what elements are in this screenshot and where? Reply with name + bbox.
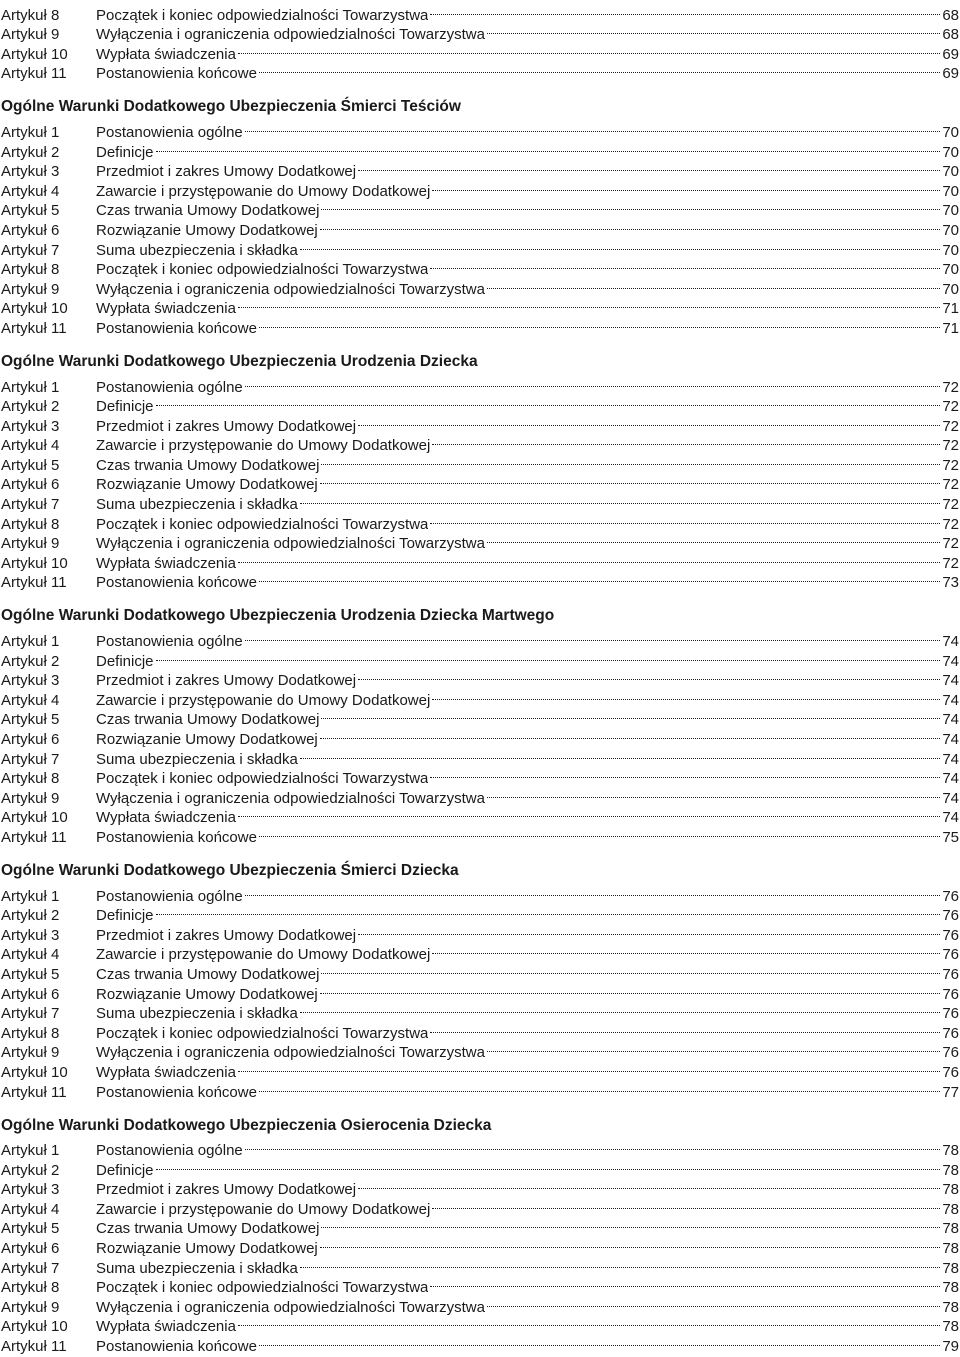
dot-leader bbox=[487, 274, 940, 294]
toc-entry[interactable] bbox=[0, 626, 960, 651]
page-number: 79 bbox=[942, 1338, 959, 1356]
article-title: Zawarcie i przystępowanie do Umowy Dodatkowej bbox=[96, 437, 431, 455]
article-number: Artykuł 4 bbox=[1, 437, 60, 455]
article-title: Wypłata świadczenia bbox=[96, 554, 236, 572]
section-heading: Ogólne Warunki Dodatkowego Ubezpieczenia Urodzenia Dziecka bbox=[1, 352, 478, 370]
dot-leader bbox=[156, 901, 941, 921]
page-number: 76 bbox=[942, 926, 959, 944]
dot-leader bbox=[358, 157, 940, 177]
article-number: Artykuł 10 bbox=[1, 45, 68, 63]
article-number: Artykuł 10 bbox=[1, 1318, 68, 1336]
article-title: Postanowienia końcowe bbox=[96, 828, 257, 846]
dot-leader bbox=[238, 548, 940, 568]
dot-leader bbox=[156, 392, 941, 412]
article-title: Zawarcie i przystępowanie do Umowy Dodatkowej bbox=[96, 691, 431, 709]
article-title: Zawarcie i przystępowanie do Umowy Dodatkowej bbox=[96, 1200, 431, 1218]
page-number: 76 bbox=[942, 946, 959, 964]
article-number: Artykuł 5 bbox=[1, 711, 60, 729]
page-number: 76 bbox=[942, 1063, 959, 1081]
article-number: Artykuł 1 bbox=[1, 633, 60, 651]
article-number: Artykuł 8 bbox=[1, 1279, 60, 1297]
dot-leader bbox=[259, 822, 940, 842]
article-title: Początek i koniec odpowiedzialności Towarzystwa bbox=[96, 1024, 429, 1042]
page-number: 76 bbox=[942, 1005, 959, 1023]
article-number: Artykuł 9 bbox=[1, 1044, 60, 1062]
article-title: Początek i koniec odpowiedzialności Towarzystwa bbox=[96, 770, 429, 788]
article-title: Wyłączenia i ograniczenia odpowiedzialności Towarzystwa bbox=[96, 789, 485, 807]
dot-leader bbox=[300, 999, 941, 1019]
dot-leader bbox=[300, 489, 941, 509]
article-number: Artykuł 11 bbox=[1, 1338, 67, 1356]
article-title: Rozwiązanie Umowy Dodatkowej bbox=[96, 731, 318, 748]
article-number: Artykuł 3 bbox=[1, 417, 60, 435]
toc-entry[interactable] bbox=[0, 1136, 960, 1160]
article-number: Artykuł 5 bbox=[1, 1220, 60, 1238]
dot-leader bbox=[430, 764, 940, 784]
article-number: Artykuł 4 bbox=[1, 1200, 60, 1218]
toc-section bbox=[0, 97, 960, 337]
article-number: Artykuł 8 bbox=[1, 515, 60, 533]
article-title: Wypłata świadczenia bbox=[96, 1318, 236, 1336]
page-number: 70 bbox=[942, 202, 959, 220]
page-number: 76 bbox=[942, 985, 959, 1003]
article-title: Czas trwania Umowy Dodatkowej bbox=[96, 202, 320, 220]
article-number: Artykuł 6 bbox=[1, 476, 60, 494]
article-number: Artykuł 2 bbox=[1, 1161, 60, 1179]
article-title: Postanowienia końcowe bbox=[96, 1083, 257, 1101]
article-title: Suma ubezpieczenia i składka bbox=[96, 241, 298, 259]
article-title: Postanowienia końcowe bbox=[96, 1338, 257, 1356]
article-number: Artykuł 9 bbox=[1, 280, 60, 298]
page-number: 74 bbox=[942, 750, 959, 768]
article-title: Czas trwania Umowy Dodatkowej bbox=[96, 456, 320, 474]
article-number: Artykuł 7 bbox=[1, 241, 60, 259]
page-number: 70 bbox=[942, 221, 959, 239]
article-title: Czas trwania Umowy Dodatkowej bbox=[96, 711, 320, 729]
dot-leader bbox=[238, 803, 940, 823]
article-number: Artykuł 11 bbox=[1, 65, 67, 83]
page-number: 77 bbox=[942, 1083, 959, 1101]
dot-leader bbox=[259, 1077, 940, 1097]
dot-leader bbox=[432, 1194, 940, 1214]
page-number: 70 bbox=[942, 241, 959, 259]
dot-leader bbox=[259, 59, 940, 79]
article-title: Definicje bbox=[96, 907, 154, 925]
dot-leader bbox=[358, 666, 940, 686]
page-number: 78 bbox=[942, 1279, 959, 1297]
article-number: Artykuł 9 bbox=[1, 26, 60, 44]
article-number: Artykuł 7 bbox=[1, 496, 60, 514]
article-title: Definicje bbox=[96, 1161, 154, 1179]
article-title: Początek i koniec odpowiedzialności Towarzystwa bbox=[96, 1279, 429, 1297]
article-title: Wypłata świadczenia bbox=[96, 809, 236, 827]
article-number: Artykuł 7 bbox=[1, 1259, 60, 1277]
article-number: Artykuł 11 bbox=[1, 1083, 67, 1101]
article-title: Suma ubezpieczenia i składka bbox=[96, 750, 298, 768]
toc-section bbox=[0, 861, 960, 1101]
page-number: 78 bbox=[942, 1181, 959, 1199]
page-number: 78 bbox=[942, 1298, 959, 1316]
article-number: Artykuł 3 bbox=[1, 163, 60, 181]
page-number: 74 bbox=[942, 789, 959, 807]
article-title: Wypłata świadczenia bbox=[96, 1063, 236, 1081]
article-title: Czas trwania Umowy Dodatkowej bbox=[96, 1220, 320, 1238]
article-number: Artykuł 1 bbox=[1, 887, 60, 905]
article-number: Artykuł 8 bbox=[1, 770, 60, 788]
page-number: 72 bbox=[942, 398, 959, 416]
toc-section bbox=[0, 0, 960, 83]
article-title: Wyłączenia i ograniczenia odpowiedzialności Towarzystwa bbox=[96, 535, 485, 553]
article-title: Definicje bbox=[96, 398, 154, 416]
article-number: Artykuł 9 bbox=[1, 1298, 60, 1316]
article-title: Wypłata świadczenia bbox=[96, 300, 236, 318]
dot-leader bbox=[245, 626, 941, 646]
article-number: Artykuł 4 bbox=[1, 691, 60, 709]
article-title: Definicje bbox=[96, 143, 154, 161]
dot-leader bbox=[259, 313, 940, 333]
toc-section bbox=[0, 606, 960, 846]
dot-leader bbox=[321, 1214, 940, 1234]
article-number: Artykuł 3 bbox=[1, 926, 60, 944]
dot-leader bbox=[245, 881, 941, 901]
page-number: 72 bbox=[942, 496, 959, 514]
section-heading: Ogólne Warunki Dodatkowego Ubezpieczenia Osierocenia Dziecka bbox=[1, 1116, 492, 1134]
page-number: 78 bbox=[942, 1220, 959, 1238]
article-title: Postanowienia ogólne bbox=[96, 378, 243, 396]
article-title: Wyłączenia i ograniczenia odpowiedzialności Towarzystwa bbox=[96, 280, 485, 298]
page-number: 76 bbox=[942, 887, 959, 905]
page-number: 74 bbox=[942, 770, 959, 788]
dot-leader bbox=[321, 450, 940, 470]
article-title: Suma ubezpieczenia i składka bbox=[96, 1005, 298, 1023]
toc-entry[interactable] bbox=[0, 372, 960, 396]
article-title: Wypłata świadczenia bbox=[96, 45, 236, 63]
dot-leader bbox=[300, 235, 941, 255]
dot-leader bbox=[432, 431, 940, 451]
page-number: 76 bbox=[942, 907, 959, 925]
dot-leader bbox=[358, 920, 940, 940]
dot-leader bbox=[487, 1038, 940, 1058]
article-title: Początek i koniec odpowiedzialności Towarzystwa bbox=[96, 261, 429, 279]
dot-leader bbox=[238, 39, 940, 59]
article-number: Artykuł 8 bbox=[1, 1024, 60, 1042]
article-title: Suma ubezpieczenia i składka bbox=[96, 496, 298, 514]
dot-leader bbox=[358, 411, 940, 431]
dot-leader bbox=[320, 979, 941, 999]
dot-leader bbox=[300, 744, 941, 764]
dot-leader bbox=[259, 1331, 940, 1351]
article-number: Artykuł 9 bbox=[1, 535, 60, 553]
article-number: Artykuł 8 bbox=[1, 6, 60, 24]
toc-section bbox=[0, 1116, 960, 1356]
page-number: 72 bbox=[942, 456, 959, 474]
dot-leader bbox=[238, 1312, 940, 1332]
page-number: 74 bbox=[942, 652, 959, 670]
article-number: Artykuł 11 bbox=[1, 574, 67, 592]
dot-leader bbox=[320, 724, 941, 744]
article-title: Czas trwania Umowy Dodatkowej bbox=[96, 965, 320, 983]
article-number: Artykuł 3 bbox=[1, 1181, 60, 1199]
dot-leader bbox=[487, 529, 940, 549]
article-title: Rozwiązanie Umowy Dodatkowej bbox=[96, 221, 318, 239]
article-number: Artykuł 5 bbox=[1, 202, 60, 220]
article-number: Artykuł 8 bbox=[1, 261, 60, 279]
article-title: Początek i koniec odpowiedzialności Towarzystwa bbox=[96, 515, 429, 533]
dot-leader bbox=[430, 1018, 940, 1038]
dot-leader bbox=[432, 176, 940, 196]
article-number: Artykuł 6 bbox=[1, 221, 60, 239]
article-number: Artykuł 2 bbox=[1, 652, 60, 670]
article-title: Postanowienia końcowe bbox=[96, 65, 257, 83]
dot-leader bbox=[320, 1233, 941, 1253]
article-number: Artykuł 6 bbox=[1, 731, 60, 748]
page-number: 70 bbox=[942, 182, 959, 200]
dot-leader bbox=[430, 509, 940, 529]
dot-leader bbox=[430, 0, 940, 20]
page-number: 70 bbox=[942, 163, 959, 181]
article-title: Postanowienia końcowe bbox=[96, 319, 257, 337]
dot-leader bbox=[245, 117, 941, 137]
page-number: 68 bbox=[942, 26, 959, 44]
article-title: Rozwiązanie Umowy Dodatkowej bbox=[96, 1240, 318, 1258]
article-number: Artykuł 9 bbox=[1, 789, 60, 807]
toc-section bbox=[0, 352, 960, 592]
article-number: Artykuł 2 bbox=[1, 398, 60, 416]
dot-leader bbox=[432, 685, 940, 705]
article-title: Zawarcie i przystępowanie do Umowy Dodatkowej bbox=[96, 182, 431, 200]
page-number: 69 bbox=[942, 45, 959, 63]
article-number: Artykuł 1 bbox=[1, 378, 60, 396]
page-number: 76 bbox=[942, 1024, 959, 1042]
page-number: 75 bbox=[942, 828, 959, 846]
article-number: Artykuł 2 bbox=[1, 143, 60, 161]
article-title: Wyłączenia i ograniczenia odpowiedzialności Towarzystwa bbox=[96, 1298, 485, 1316]
article-title: Początek i koniec odpowiedzialności Towarzystwa bbox=[96, 6, 429, 24]
page-number: 72 bbox=[942, 554, 959, 572]
dot-leader bbox=[156, 1155, 941, 1175]
section-heading: Ogólne Warunki Dodatkowego Ubezpieczenia Śmierci Teściów bbox=[1, 98, 461, 116]
page-number: 78 bbox=[942, 1142, 959, 1160]
article-number: Artykuł 1 bbox=[1, 1142, 60, 1160]
page-number: 74 bbox=[942, 711, 959, 729]
dot-leader bbox=[259, 568, 940, 588]
dot-leader bbox=[320, 470, 941, 490]
article-title: Suma ubezpieczenia i składka bbox=[96, 1259, 298, 1277]
page-number: 72 bbox=[942, 417, 959, 435]
page-number: 73 bbox=[942, 574, 959, 592]
page-number: 70 bbox=[942, 261, 959, 279]
page-number: 70 bbox=[942, 280, 959, 298]
article-number: Artykuł 10 bbox=[1, 1063, 68, 1081]
page-number: 71 bbox=[942, 300, 959, 318]
article-title: Rozwiązanie Umowy Dodatkowej bbox=[96, 476, 318, 494]
toc-entry[interactable] bbox=[0, 117, 960, 141]
dot-leader bbox=[487, 783, 940, 803]
page-number: 78 bbox=[942, 1259, 959, 1277]
article-number: Artykuł 6 bbox=[1, 985, 60, 1003]
article-number: Artykuł 10 bbox=[1, 300, 68, 318]
article-title: Przedmiot i zakres Umowy Dodatkowej bbox=[96, 1181, 357, 1199]
page-number: 74 bbox=[942, 672, 959, 690]
article-number: Artykuł 11 bbox=[1, 319, 67, 337]
section-heading: Ogólne Warunki Dodatkowego Ubezpieczenia Urodzenia Dziecka Martwego bbox=[1, 607, 555, 625]
dot-leader bbox=[487, 20, 940, 40]
page-number: 78 bbox=[942, 1318, 959, 1336]
page-number: 72 bbox=[942, 515, 959, 533]
page-number: 72 bbox=[942, 378, 959, 396]
article-title: Postanowienia ogólne bbox=[96, 1142, 243, 1160]
article-title: Wyłączenia i ograniczenia odpowiedzialności Towarzystwa bbox=[96, 26, 485, 44]
page-number: 72 bbox=[942, 437, 959, 455]
page-number: 74 bbox=[942, 633, 959, 651]
dot-leader bbox=[432, 940, 940, 960]
page-number: 72 bbox=[942, 476, 959, 494]
article-number: Artykuł 2 bbox=[1, 907, 60, 925]
dot-leader bbox=[487, 1292, 940, 1312]
page-number: 78 bbox=[942, 1240, 959, 1258]
dot-leader bbox=[430, 255, 940, 275]
article-number: Artykuł 4 bbox=[1, 946, 60, 964]
article-title: Przedmiot i zakres Umowy Dodatkowej bbox=[96, 417, 357, 435]
page-number: 76 bbox=[942, 965, 959, 983]
article-number: Artykuł 5 bbox=[1, 456, 60, 474]
dot-leader bbox=[430, 1273, 940, 1293]
dot-leader bbox=[358, 1175, 940, 1195]
page-number: 76 bbox=[942, 1044, 959, 1062]
article-number: Artykuł 6 bbox=[1, 1240, 60, 1258]
article-number: Artykuł 10 bbox=[1, 809, 68, 827]
section-heading: Ogólne Warunki Dodatkowego Ubezpieczenia Śmierci Dziecka bbox=[1, 861, 459, 879]
article-title: Przedmiot i zakres Umowy Dodatkowej bbox=[96, 672, 357, 690]
article-number: Artykuł 7 bbox=[1, 1005, 60, 1023]
page-number: 74 bbox=[942, 691, 959, 709]
article-number: Artykuł 1 bbox=[1, 123, 60, 141]
page-number: 69 bbox=[942, 65, 959, 83]
article-number: Artykuł 3 bbox=[1, 672, 60, 690]
dot-leader bbox=[156, 137, 941, 157]
dot-leader bbox=[245, 372, 941, 392]
dot-leader bbox=[321, 196, 940, 216]
page-number: 68 bbox=[942, 6, 959, 24]
dot-leader bbox=[321, 705, 940, 725]
article-title: Postanowienia ogólne bbox=[96, 633, 243, 651]
dot-leader bbox=[320, 215, 941, 235]
dot-leader bbox=[321, 959, 940, 979]
page-number: 78 bbox=[942, 1161, 959, 1179]
page-number: 78 bbox=[942, 1200, 959, 1218]
article-title: Postanowienia ogólne bbox=[96, 887, 243, 905]
article-title: Przedmiot i zakres Umowy Dodatkowej bbox=[96, 163, 357, 181]
article-number: Artykuł 7 bbox=[1, 750, 60, 768]
dot-leader bbox=[300, 1253, 941, 1273]
article-title: Zawarcie i przystępowanie do Umowy Dodatkowej bbox=[96, 946, 431, 964]
page-number: 72 bbox=[942, 535, 959, 553]
page-number: 74 bbox=[942, 731, 959, 748]
article-number: Artykuł 4 bbox=[1, 182, 60, 200]
toc-entry[interactable] bbox=[0, 881, 960, 905]
page-number: 74 bbox=[942, 809, 959, 827]
article-number: Artykuł 5 bbox=[1, 965, 60, 983]
article-number: Artykuł 10 bbox=[1, 554, 68, 572]
dot-leader bbox=[245, 1136, 941, 1156]
article-title: Przedmiot i zakres Umowy Dodatkowej bbox=[96, 926, 357, 944]
article-title: Postanowienia końcowe bbox=[96, 574, 257, 592]
article-title: Wyłączenia i ograniczenia odpowiedzialności Towarzystwa bbox=[96, 1044, 485, 1062]
page-number: 70 bbox=[942, 143, 959, 161]
article-number: Artykuł 11 bbox=[1, 828, 67, 846]
article-title: Postanowienia ogólne bbox=[96, 123, 243, 141]
dot-leader bbox=[238, 1057, 940, 1077]
article-title: Definicje bbox=[96, 652, 154, 670]
article-title: Rozwiązanie Umowy Dodatkowej bbox=[96, 985, 318, 1003]
dot-leader bbox=[156, 646, 941, 666]
dot-leader bbox=[238, 294, 940, 314]
page-number: 70 bbox=[942, 123, 959, 141]
page-number: 71 bbox=[942, 319, 959, 337]
toc-entry[interactable] bbox=[0, 0, 960, 24]
